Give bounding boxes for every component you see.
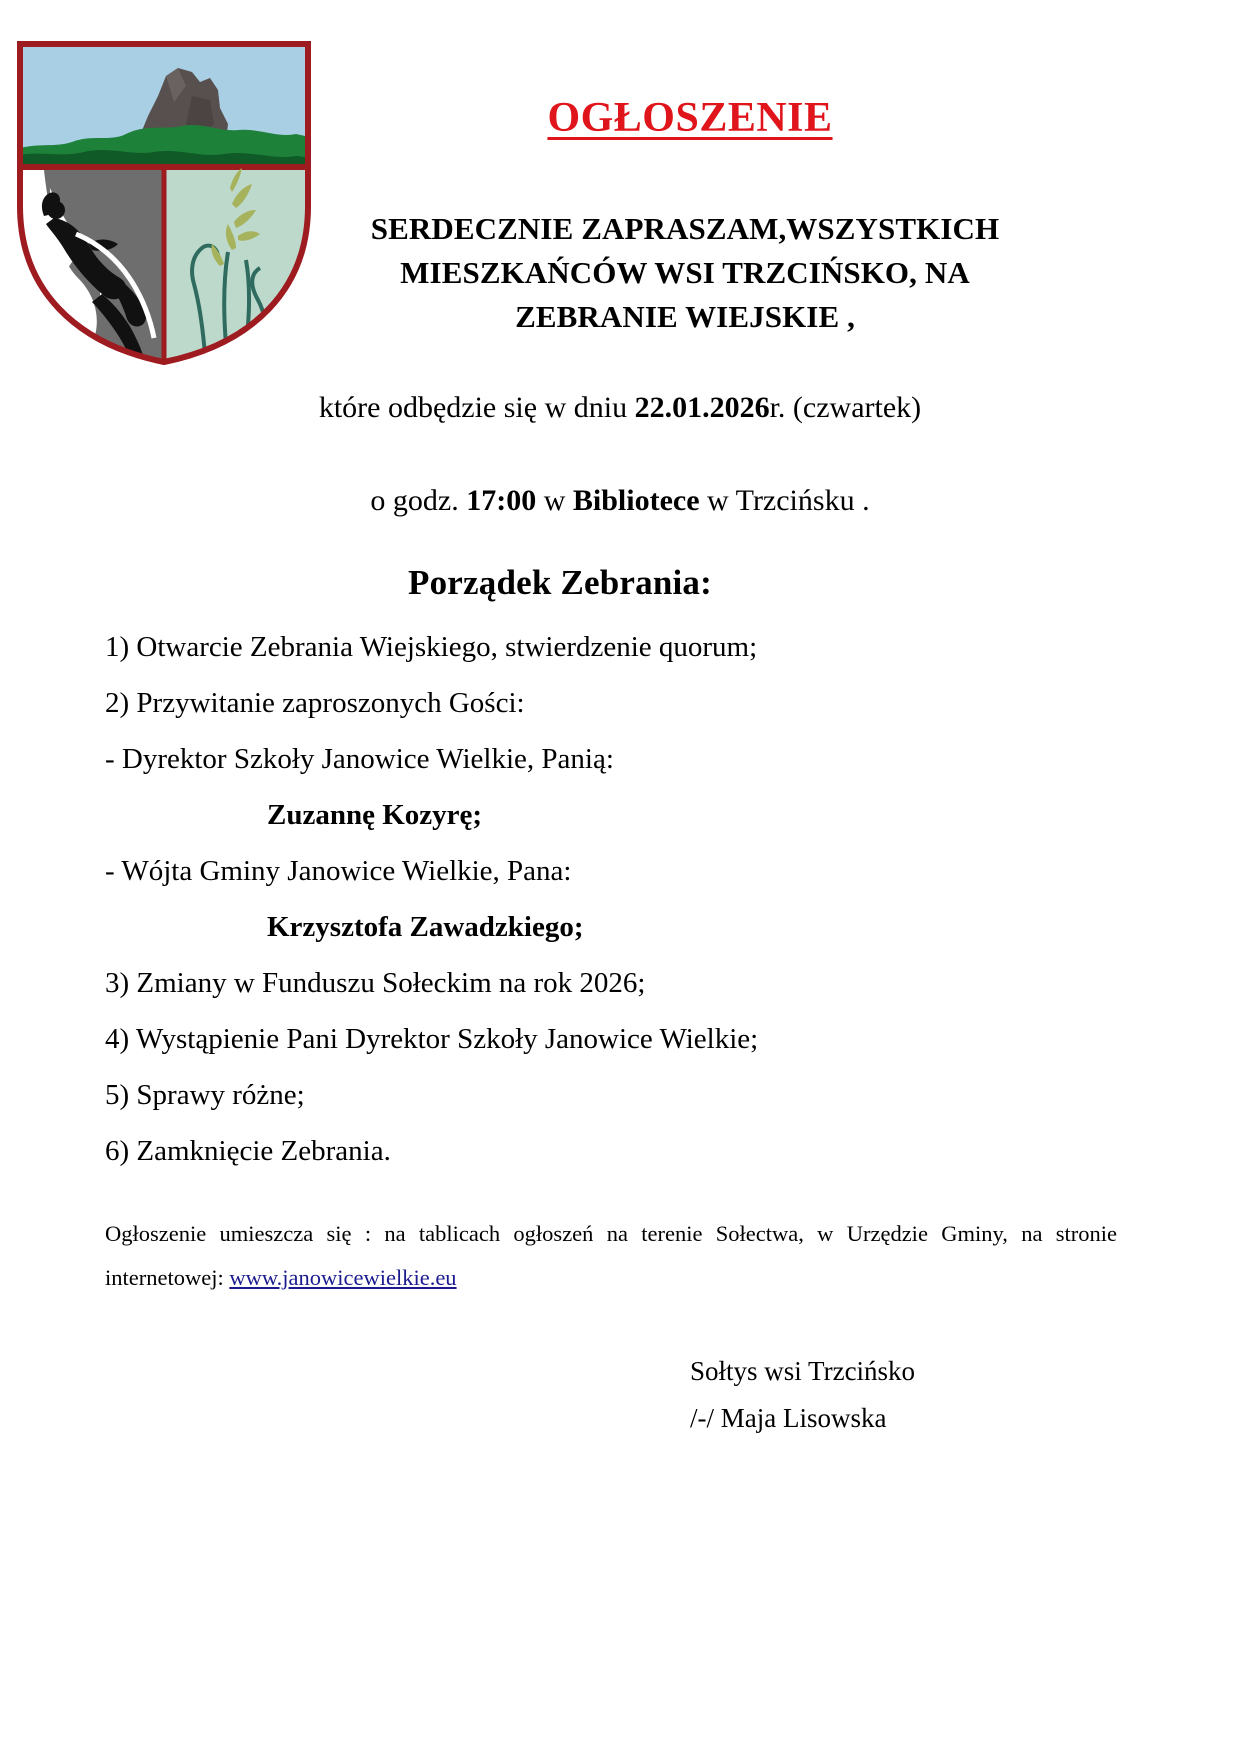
meeting-place: Bibliotece xyxy=(572,484,700,517)
meeting-time-line xyxy=(120,481,1120,520)
agenda-item: 3) Zmiany w Funduszu Sołeckim na rok 2026; xyxy=(105,967,646,999)
time-prefix: o godz. xyxy=(370,484,467,517)
signature-block xyxy=(690,1348,1110,1443)
posting-note xyxy=(105,1212,1117,1300)
signature-name: /-/ Maja Lisowska xyxy=(690,1403,887,1434)
agenda-item: 4) Wystąpienie Pani Dyrektor Szkoły Janowice Wielkie; xyxy=(105,1023,759,1055)
agenda-heading: Porządek Zebrania: xyxy=(408,563,712,602)
meeting-date-line xyxy=(120,388,1120,427)
meeting-date: 22.01.2026 xyxy=(634,391,770,424)
agenda-item: 5) Sprawy różne; xyxy=(105,1079,305,1111)
agenda-list xyxy=(105,633,1115,1193)
invitation-line-3: ZEBRANIE WIEJSKIE , xyxy=(515,299,855,335)
invitation-heading xyxy=(290,207,1080,339)
signature-role: Sołtys wsi Trzcińsko xyxy=(690,1356,916,1386)
agenda-guest-name: Krzysztofa Zawadzkiego; xyxy=(267,911,584,943)
invitation-line-2: MIESZKAŃCÓW WSI TRZCIŃSKO, NA xyxy=(400,255,970,291)
website-link[interactable]: www.janowicewielkie.eu xyxy=(229,1264,457,1290)
time-middle: w xyxy=(536,484,573,517)
agenda-guest-name: Zuzannę Kozyrę; xyxy=(267,799,483,831)
agenda-item: 2) Przywitanie zaproszonych Gości: xyxy=(105,687,525,719)
date-prefix: które odbędzie się w dniu xyxy=(318,391,635,424)
agenda-item: - Dyrektor Szkoły Janowice Wielkie, Panią: xyxy=(105,743,614,775)
time-suffix: w Trzcińsku . xyxy=(699,484,870,517)
coat-of-arms xyxy=(14,38,314,368)
date-suffix: r. (czwartek) xyxy=(769,391,922,424)
page-title: OGŁOSZENIE xyxy=(547,95,833,141)
agenda-item: 6) Zamknięcie Zebrania. xyxy=(105,1135,391,1167)
title-block xyxy=(300,95,1080,141)
agenda-item: - Wójta Gminy Janowice Wielkie, Pana: xyxy=(105,855,572,887)
invitation-line-1: SERDECZNIE ZAPRASZAM,WSZYSTKICH xyxy=(370,211,1000,246)
posting-note-text: Ogłoszenie umieszcza się : na tablicach ogłoszeń na terenie Sołectwa, w Urzędzie Gminy, na stronie internetowej: xyxy=(105,1221,1117,1290)
agenda-item: 1) Otwarcie Zebrania Wiejskiego, stwierdzenie quorum; xyxy=(105,631,758,663)
meeting-time: 17:00 xyxy=(466,484,537,517)
